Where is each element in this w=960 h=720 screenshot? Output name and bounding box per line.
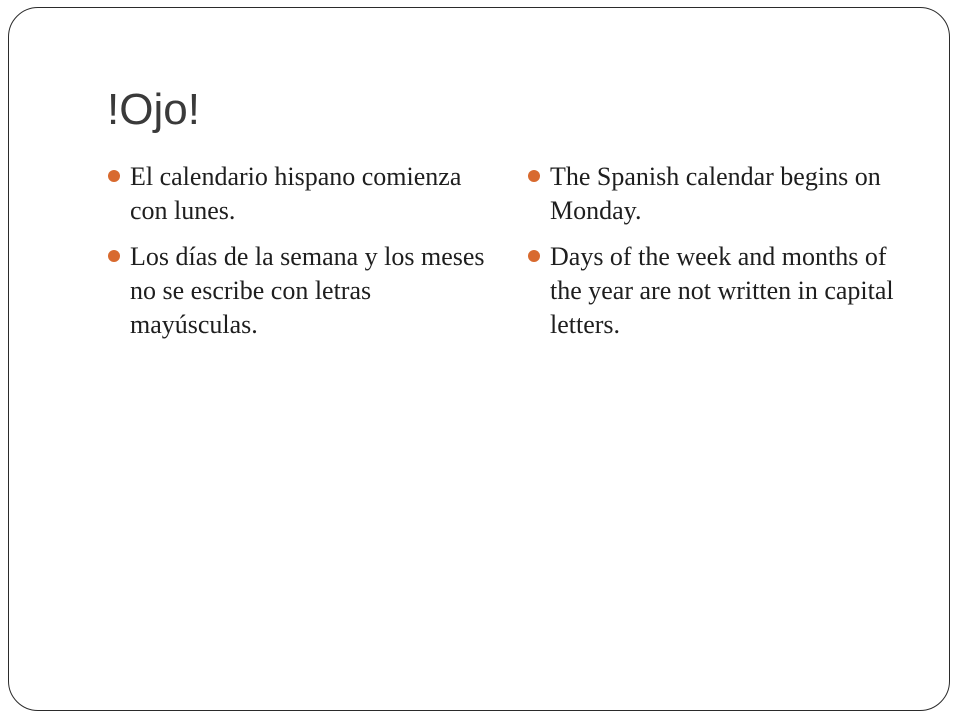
- list-item: [528, 160, 898, 228]
- bullet-text: Days of the week and months of the year are not written in capital letters.: [550, 242, 894, 339]
- right-column-list: [528, 160, 898, 354]
- bullet-dot-icon: [108, 170, 120, 182]
- list-item: [108, 160, 488, 228]
- bullet-dot-icon: [528, 170, 540, 182]
- list-item: [528, 240, 898, 342]
- bullet-text: Los días de la semana y los meses no se escribe con letras mayúsculas.: [130, 242, 485, 339]
- bullet-text: The Spanish calendar begins on Monday.: [550, 162, 881, 225]
- bullet-dot-icon: [108, 250, 120, 262]
- bullet-dot-icon: [528, 250, 540, 262]
- left-column-list: [108, 160, 488, 354]
- slide-title: !Ojo!: [107, 85, 200, 134]
- bullet-text: El calendario hispano comienza con lunes.: [130, 162, 462, 225]
- list-item: [108, 240, 488, 342]
